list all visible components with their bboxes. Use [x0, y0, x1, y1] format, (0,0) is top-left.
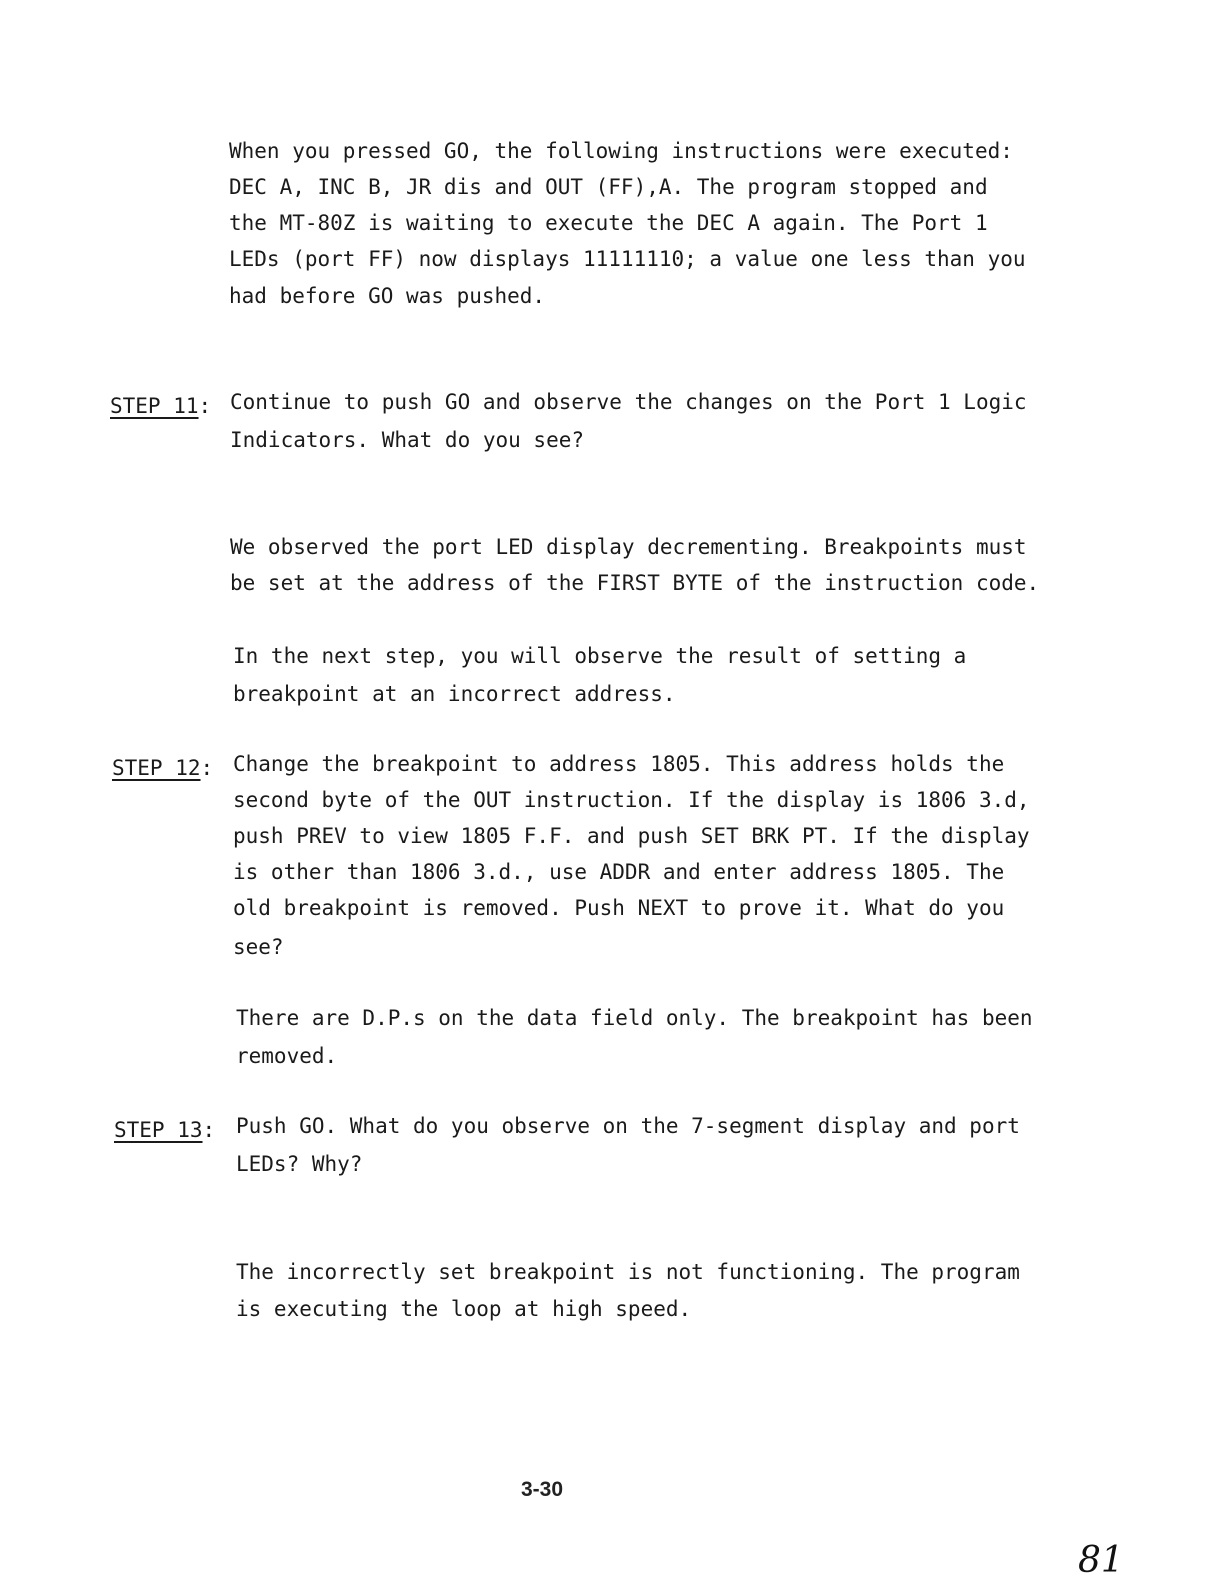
text-line: second byte of the OUT instruction. If the display is 1806 3.d,	[233, 788, 1030, 812]
text-line: see?	[233, 935, 284, 959]
text-line: There are D.P.s on the data field only. The breakpoint has been	[236, 1006, 1033, 1030]
text-line: The incorrectly set breakpoint is not functioning. The program	[236, 1260, 1020, 1284]
text-line: the MT-80Z is waiting to execute the DEC A again. The Port 1	[229, 211, 988, 235]
text-line: had before GO was pushed.	[229, 284, 546, 308]
text-line: be set at the address of the FIRST BYTE of the instruction code.	[230, 571, 1040, 595]
step-label	[110, 396, 211, 417]
text-line: Push GO. What do you observe on the 7-segment display and port	[236, 1114, 1020, 1138]
step-number: STEP 13	[114, 1118, 203, 1142]
text-line: old breakpoint is removed. Push NEXT to prove it. What do you	[233, 896, 1005, 920]
text-line: Change the breakpoint to address 1805. This address holds the	[233, 752, 1005, 776]
text-line: breakpoint at an incorrect address.	[233, 682, 676, 706]
text-line: LEDs? Why?	[236, 1152, 363, 1176]
text-line: push PREV to view 1805 F.F. and push SET BRK PT. If the display	[233, 824, 1030, 848]
text-line: Indicators. What do you see?	[230, 428, 585, 452]
text-line: LEDs (port FF) now displays 11111110; a value one less than you	[229, 247, 1026, 271]
step-colon: :	[200, 756, 214, 780]
text-line: When you pressed GO, the following instructions were executed:	[229, 139, 1013, 163]
step-number: STEP 12	[112, 756, 201, 780]
step-colon: :	[198, 394, 212, 418]
text-line: In the next step, you will observe the result of setting a	[233, 644, 967, 668]
step-number: STEP 11	[110, 394, 199, 418]
page-number: 3-30	[521, 1478, 564, 1501]
text-line: is other than 1806 3.d., use ADDR and enter address 1805. The	[233, 860, 1005, 884]
text-line: removed.	[236, 1044, 338, 1068]
text-line: Continue to push GO and observe the changes on the Port 1 Logic	[230, 390, 1027, 414]
step-colon: :	[202, 1118, 216, 1142]
text-line: is executing the loop at high speed.	[236, 1297, 692, 1321]
text-line: We observed the port LED display decrementing. Breakpoints must	[230, 535, 1027, 559]
text-line: DEC A, INC B, JR dis and OUT (FF),A. The program stopped and	[229, 175, 988, 199]
step-label	[114, 1120, 215, 1141]
step-label	[112, 758, 213, 779]
handwritten-page-mark: 81	[1078, 1540, 1124, 1581]
